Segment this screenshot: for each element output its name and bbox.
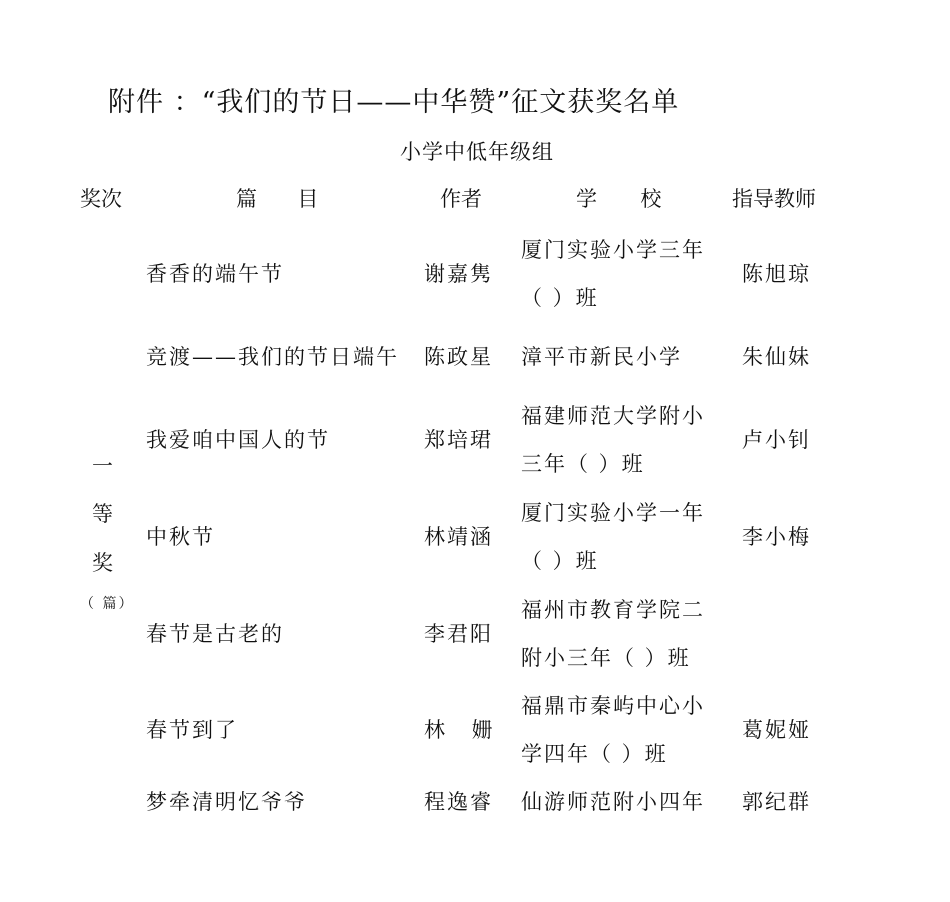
entry-title: 春节是古老的 [146, 622, 284, 646]
entry-school-line1: 厦门实验小学一年 [521, 501, 705, 525]
entry-school-line2: （ ）班 [521, 549, 599, 573]
entry-author: 谢嘉隽 [424, 262, 493, 286]
award-char-1: 一 [92, 454, 113, 478]
entry-school-line1: 厦门实验小学三年 [521, 238, 705, 262]
entry-school-line1: 福鼎市秦屿中心小 [521, 694, 705, 718]
entry-school-line1: 漳平市新民小学 [521, 345, 682, 369]
entry-teacher: 陈旭琼 [742, 262, 811, 286]
entry-teacher: 郭纪群 [742, 790, 811, 814]
entry-title: 春节到了 [146, 718, 238, 742]
award-char-3: 奖 [92, 551, 113, 575]
entry-teacher: 朱仙妹 [742, 345, 811, 369]
entry-teacher: 葛妮娅 [742, 718, 811, 742]
entry-title: 我爱咱中国人的节 [146, 428, 330, 452]
header-school: 学 校 [576, 187, 672, 211]
entry-title: 竞渡——我们的节日端午 [146, 345, 399, 369]
entry-author: 李君阳 [424, 622, 493, 646]
entry-teacher: 李小梅 [742, 525, 811, 549]
entry-author: 郑培珺 [424, 428, 493, 452]
header-award: 奖次 [80, 187, 122, 211]
entry-author: 陈政星 [424, 345, 493, 369]
entry-author: 林 姗 [424, 718, 503, 742]
header-author: 作者 [440, 187, 482, 211]
entry-author: 林靖涵 [424, 525, 493, 549]
entry-author: 程逸睿 [424, 790, 493, 814]
entry-school-line2: （ ）班 [521, 286, 599, 310]
entry-title: 梦牵清明忆爷爷 [146, 790, 307, 814]
award-char-2: 等 [92, 502, 113, 526]
entry-teacher: 卢小钊 [742, 428, 811, 452]
header-teacher: 指导教师 [732, 187, 816, 211]
entry-school-line1: 福建师范大学附小 [521, 404, 705, 428]
header-title: 篇 目 [236, 187, 328, 211]
document-subtitle: 小学中低年级组 [400, 140, 554, 164]
entry-school-line1: 仙游师范附小四年 [521, 790, 705, 814]
entry-school-line2: 三年（ ）班 [521, 452, 645, 476]
entry-title: 中秋节 [146, 525, 215, 549]
entry-school-line2: 附小三年（ ）班 [521, 646, 691, 670]
entry-school-line1: 福州市教育学院二 [521, 598, 705, 622]
award-count-note: （ 篇） [80, 596, 135, 612]
entry-school-line2: 学四年（ ）班 [521, 742, 668, 766]
entry-title: 香香的端午节 [146, 262, 284, 286]
document-title: 附件 ：“我们的节日——中华赞”征文获奖名单 [108, 87, 680, 118]
